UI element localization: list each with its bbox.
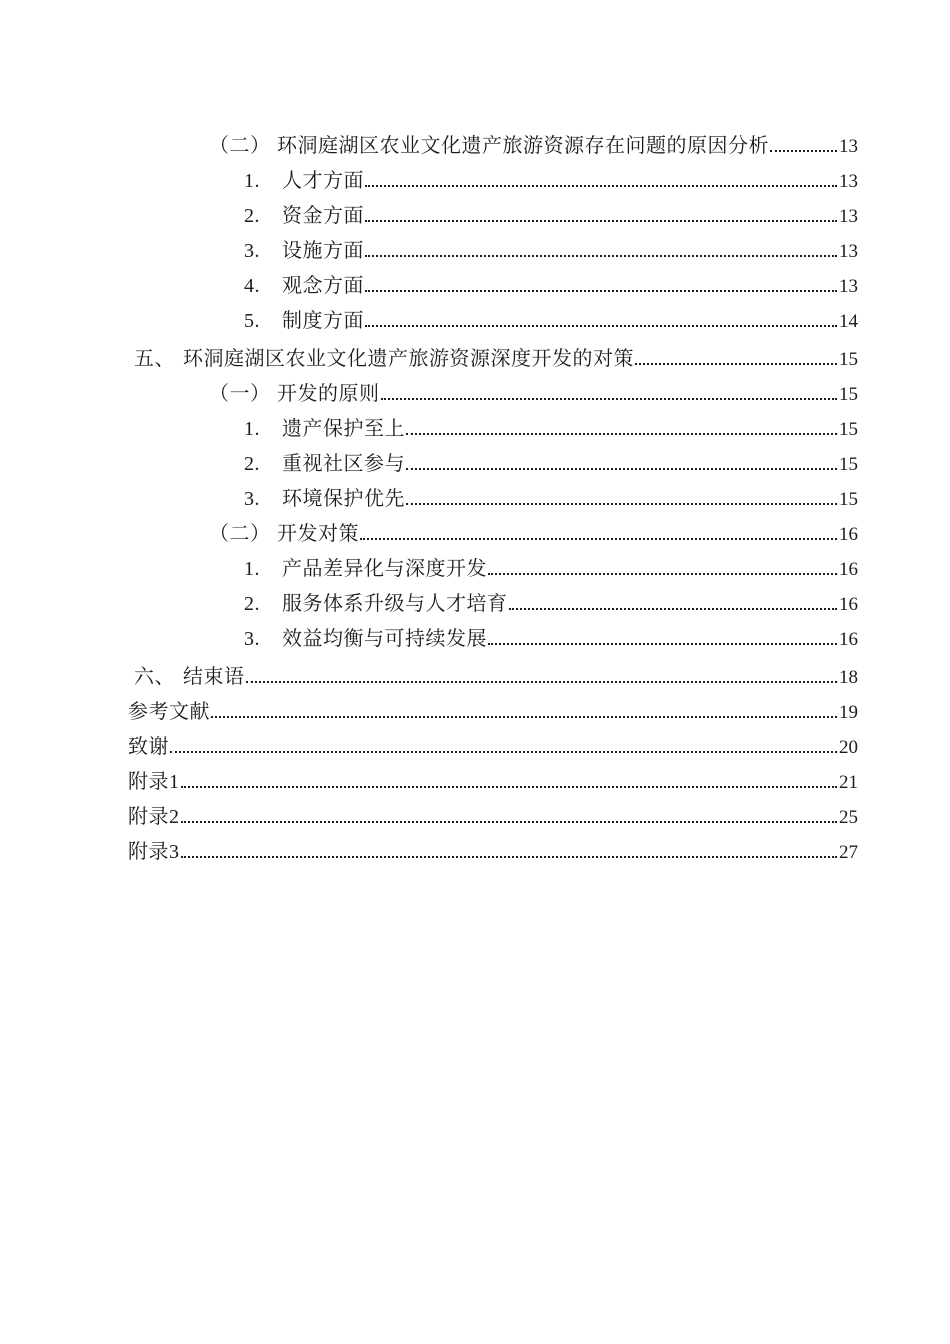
dot-leader [488,643,837,645]
dot-leader [181,856,838,858]
toc-list [128,129,858,870]
toc-entry-page-number: 19 [839,702,858,723]
toc-entry-title: 产品差异化与深度开发 [282,558,487,580]
toc-entry-page-number: 27 [839,842,858,863]
toc-entry-number: 1. [244,558,260,580]
toc-entry-title: 附录3 [128,841,180,863]
toc-entry-number: 2. [244,593,260,615]
dot-leader [365,185,837,187]
dot-leader [181,821,838,823]
dot-leader [246,681,838,683]
toc-entry-title: 致谢 [128,736,169,758]
toc-entry-number: 3. [244,488,260,510]
toc-entry[interactable] [128,765,858,800]
toc-entry[interactable] [128,342,858,377]
toc-entry-page-number: 13 [839,136,858,157]
toc-entry-title: 参考文献 [128,701,210,723]
toc-entry-page-number: 15 [839,454,858,475]
toc-entry-number: 2. [244,453,260,475]
toc-entry-number: （一） [209,383,271,405]
toc-entry-title: 服务体系升级与人才培育 [282,593,508,615]
toc-entry[interactable] [128,517,858,552]
toc-entry-number: 5. [244,310,260,332]
toc-entry-title: 开发的原则 [277,383,380,405]
toc-entry-title: 遗产保护至上 [282,418,405,440]
toc-entry[interactable] [128,234,858,269]
toc-entry[interactable] [128,552,858,587]
toc-entry-title: 资金方面 [282,205,364,227]
toc-entry-page-number: 13 [839,206,858,227]
toc-entry-number: 3. [244,628,260,650]
toc-entry-title: 附录1 [128,771,180,793]
dot-leader [365,220,837,222]
toc-entry[interactable] [128,622,858,657]
toc-entry-number: 2. [244,205,260,227]
toc-entry[interactable] [128,377,858,412]
toc-entry-page-number: 15 [839,384,858,405]
toc-entry-title: 人才方面 [282,170,364,192]
toc-entry[interactable] [128,695,858,730]
toc-entry[interactable] [128,835,858,870]
dot-leader [488,573,837,575]
dot-leader [770,150,837,152]
toc-entry[interactable] [128,304,858,339]
toc-entry-number: （二） [209,135,271,157]
toc-entry-page-number: 18 [839,667,858,688]
toc-entry-title: 设施方面 [282,240,364,262]
toc-entry[interactable] [128,129,858,164]
dot-leader [406,433,837,435]
toc-entry-number: 3. [244,240,260,262]
toc-entry-title: 附录2 [128,806,180,828]
toc-entry-page-number: 13 [839,241,858,262]
toc-entry-number: 1. [244,418,260,440]
toc-entry-page-number: 20 [839,737,858,758]
toc-entry-page-number: 16 [839,594,858,615]
toc-entry-title: 效益均衡与可持续发展 [282,628,487,650]
dot-leader [365,290,837,292]
toc-entry-number: 六、 [134,666,175,688]
toc-entry[interactable] [128,164,858,199]
dot-leader [509,608,838,610]
toc-entry-title: 环洞庭湖区农业文化遗产旅游资源存在问题的原因分析 [277,135,769,157]
dot-leader [365,325,837,327]
toc-entry-number: 4. [244,275,260,297]
toc-entry-title: 制度方面 [282,310,364,332]
toc-entry[interactable] [128,482,858,517]
toc-entry[interactable] [128,587,858,622]
dot-leader [181,786,838,788]
toc-entry-page-number: 21 [839,772,858,793]
toc-entry-number: 五、 [134,348,175,370]
toc-entry-page-number: 16 [839,524,858,545]
toc-entry-page-number: 25 [839,807,858,828]
toc-entry-number: （二） [209,523,271,545]
toc-entry[interactable] [128,199,858,234]
dot-leader [360,538,837,540]
toc-entry-number: 1. [244,170,260,192]
toc-entry[interactable] [128,730,858,765]
toc-entry[interactable] [128,800,858,835]
toc-entry[interactable] [128,660,858,695]
toc-entry-page-number: 13 [839,276,858,297]
toc-entry-page-number: 13 [839,171,858,192]
toc-entry-title: 开发对策 [277,523,359,545]
toc-entry-page-number: 15 [839,349,858,370]
toc-entry[interactable] [128,412,858,447]
dot-leader [170,751,837,753]
toc-entry-title: 环洞庭湖区农业文化遗产旅游资源深度开发的对策 [183,348,634,370]
dot-leader [406,468,837,470]
toc-entry-title: 结束语 [183,666,245,688]
toc-entry[interactable] [128,269,858,304]
toc-entry-title: 环境保护优先 [282,488,405,510]
dot-leader [406,503,837,505]
dot-leader [365,255,837,257]
toc-entry-title: 观念方面 [282,275,364,297]
toc-entry-page-number: 14 [839,311,858,332]
dot-leader [635,363,837,365]
toc-entry-page-number: 15 [839,419,858,440]
toc-entry-page-number: 16 [839,629,858,650]
dot-leader [381,398,838,400]
toc-entry-title: 重视社区参与 [282,453,405,475]
toc-entry-page-number: 15 [839,489,858,510]
dot-leader [211,716,837,718]
toc-entry-page-number: 16 [839,559,858,580]
toc-entry[interactable] [128,447,858,482]
